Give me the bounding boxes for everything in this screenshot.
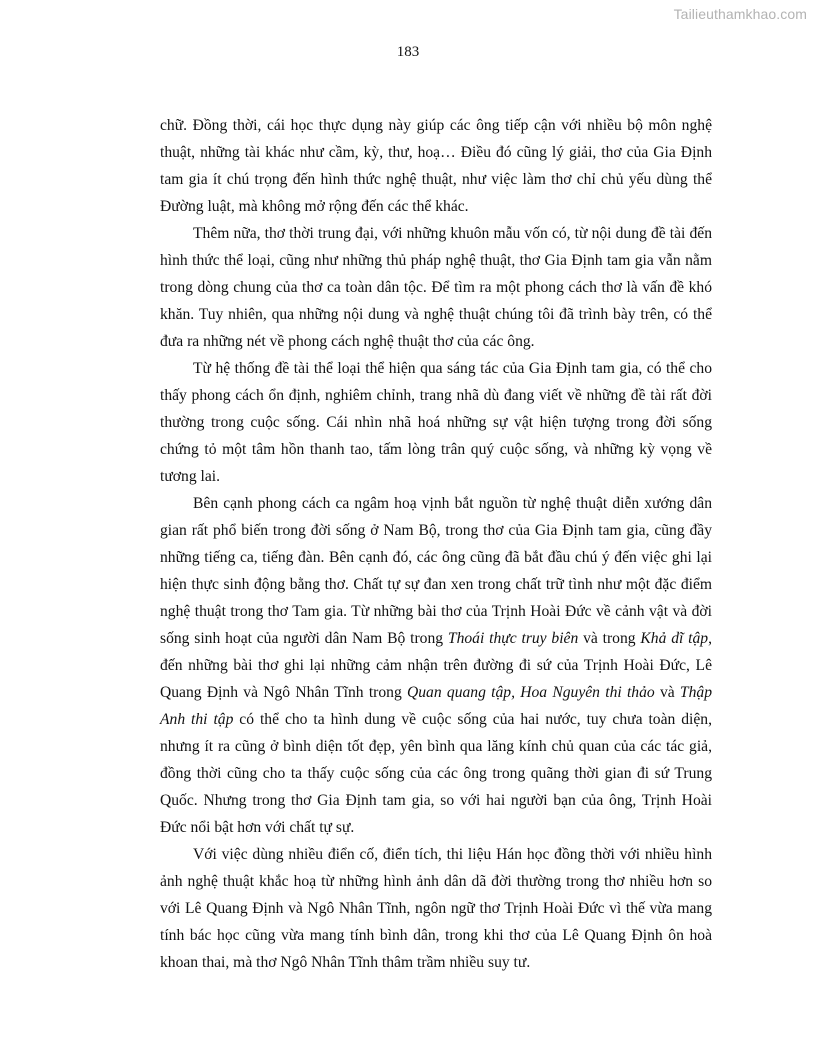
italic-title-text: Thoái thực truy biên [447, 630, 579, 647]
italic-title-text: Quan quang tập, Hoa Nguyên thi thảo [407, 684, 655, 701]
text-run: chữ. Đồng thời, cái học thực dụng này giúp các ông tiếp cận với nhiều bộ môn nghệ thuật, những tài khác như cầm, kỳ, thư, hoạ… Điều đó cũng lý giải, thơ của Gia Định tam gia ít chú trọng đến hình thức nghệ thuật, như việc làm thơ chỉ chủ yếu dùng thể Đường luật, mà không mở rộng đến các thể khác. [160, 117, 712, 215]
italic-title-text: Thập Anh thi tập [160, 684, 712, 728]
text-run: , đến những bài thơ ghi lại những cảm nhận trên đường đi sứ của Trịnh Hoài Đức, Lê Quang Định và Ngô Nhân Tĩnh trong [160, 630, 712, 701]
page-number: 183 [396, 44, 420, 60]
paragraph-1 [160, 112, 712, 220]
body-text [160, 112, 712, 976]
paragraph-3 [160, 355, 712, 490]
text-run: và [654, 684, 680, 701]
paragraph-2 [160, 220, 712, 355]
italic-title-text: Khả dĩ tập [640, 630, 709, 647]
text-run: Bên cạnh phong cách ca ngâm hoạ vịnh bắt nguồn từ nghệ thuật diễn xướng dân gian rất phổ biến trong đời sống ở Nam Bộ, trong thơ của Gia Định tam gia, cũng đầy những tiếng ca, tiếng đàn. Bên cạnh đó, các ông cũng đã bắt đầu chú ý đến việc ghi lại hiện thực sinh động bằng thơ. Chất tự sự đan xen trong chất trữ tình như một đặc điểm nghệ thuật trong thơ Tam gia. Từ những bài thơ của Trịnh Hoài Đức về cảnh vật và đời sống sinh hoạt của người dân Nam Bộ trong [160, 495, 712, 647]
paragraph-4 [160, 490, 712, 841]
watermark: Tailieuthamkhao.com [673, 6, 807, 22]
text-run: và trong [578, 630, 641, 647]
text-run: Từ hệ thống đề tài thể loại thể hiện qua sáng tác của Gia Định tam gia, có thể cho thấy phong cách ổn định, nghiêm chỉnh, trang nhã dù đang viết về những đề tài rất đời thường trong cuộc sống. Cái nhìn nhã hoá những sự vật hiện tượng trong đời sống chứng tỏ một tâm hồn thanh tao, tấm lòng trân quý cuộc sống, và những kỳ vọng về tương lai. [160, 360, 712, 485]
text-run: có thể cho ta hình dung về cuộc sống của hai nước, tuy chưa toàn diện, nhưng ít ra cũng ở bình diện tốt đẹp, yên bình qua lăng kính chủ quan của các tác giả, đồng thời cũng cho ta thấy cuộc sống của các ông trong quãng thời gian đi sứ Trung Quốc. Nhưng trong thơ Gia Định tam gia, so với hai người bạn của ông, Trịnh Hoài Đức nổi bật hơn với chất tự sự. [160, 711, 712, 836]
paragraph-5 [160, 841, 712, 976]
text-run: Thêm nữa, thơ thời trung đại, với những khuôn mẫu vốn có, từ nội dung đề tài đến hình thức thể loại, cũng như những thủ pháp nghệ thuật, thơ Gia Định tam gia vẫn nằm trong dòng chung của thơ ca toàn dân tộc. Để tìm ra một phong cách thơ là vấn đề khó khăn. Tuy nhiên, qua những nội dung và nghệ thuật chúng tôi đã trình bày trên, có thể đưa ra những nét về phong cách nghệ thuật thơ của các ông. [160, 225, 712, 350]
text-run: Với việc dùng nhiều điển cố, điển tích, thi liệu Hán học đồng thời với nhiều hình ảnh nghệ thuật khắc hoạ từ những hình ảnh dân dã đời thường trong thơ nhiều hơn so với Lê Quang Định và Ngô Nhân Tĩnh, ngôn ngữ thơ Trịnh Hoài Đức vì thế vừa mang tính bác học cũng vừa mang tính bình dân, trong khi thơ của Lê Quang Định ôn hoà khoan thai, mà thơ Ngô Nhân Tĩnh thâm trầm nhiều suy tư. [160, 846, 712, 971]
